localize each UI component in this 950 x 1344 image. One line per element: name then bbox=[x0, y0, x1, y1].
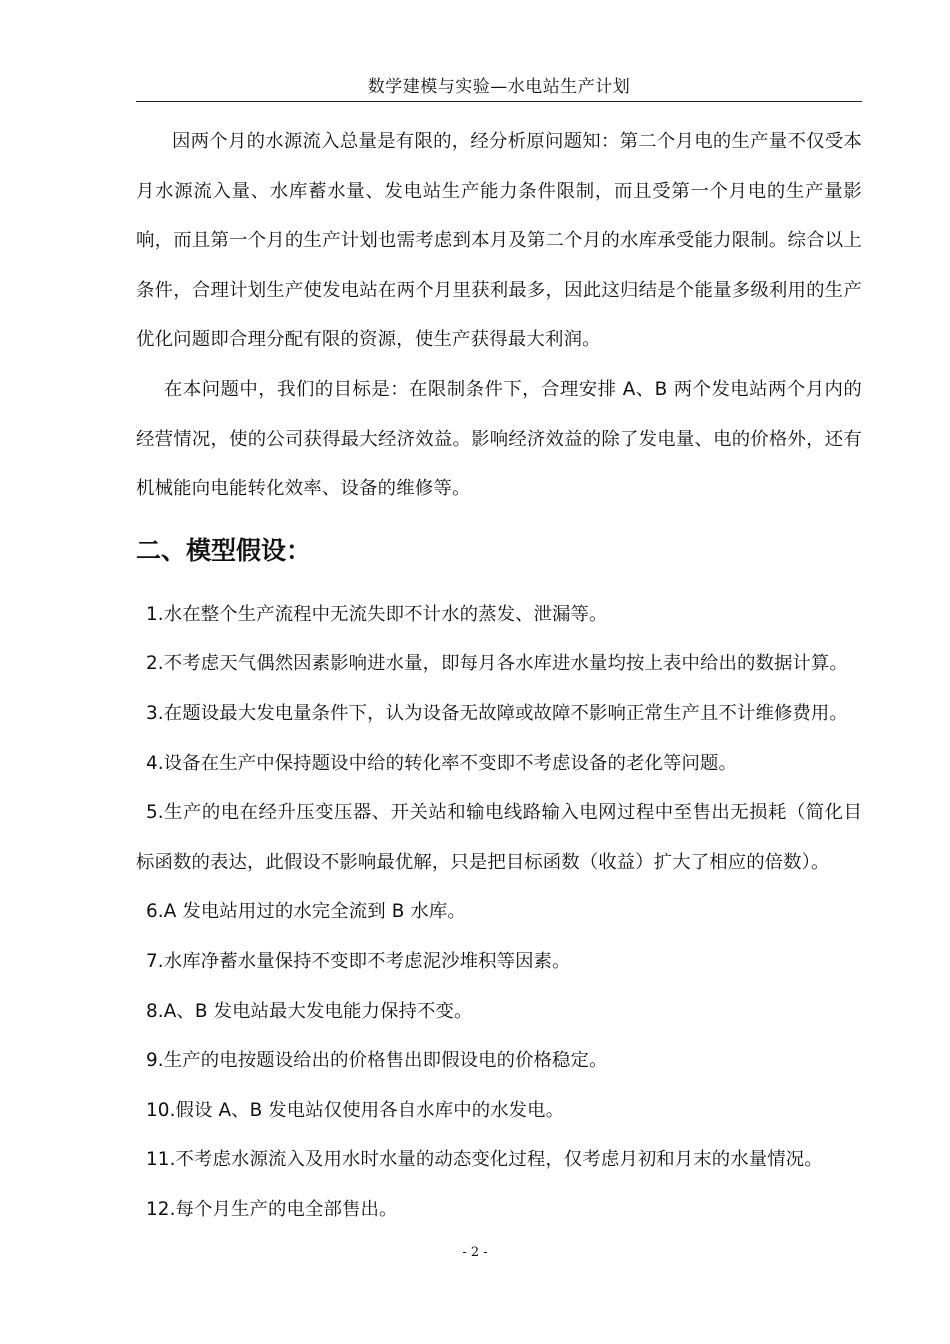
assumption-list bbox=[136, 590, 862, 1235]
running-header-title: 数学建模与实验—水电站生产计划 bbox=[367, 77, 631, 97]
intro-paragraph-2: 在本问题中，我们的目标是：在限制条件下，合理安排 A、B 两个发电站两个月内的经营情况，使的公司获得最大经济效益。影响经济效益的除了发电量、电的价格外，还有机械能向电能转化效率、设备的维修等。 bbox=[136, 378, 862, 500]
section-heading-assumptions: 二、模型假设： bbox=[136, 535, 312, 565]
assumption-item-9: 9.生产的电按题设给出的价格售出即假设电的价格稳定。 bbox=[146, 1050, 608, 1072]
assumption-item-2: 2.不考虑天气偶然因素影响进水量，即每月各水库进水量均按上表中给出的数据计算。 bbox=[146, 653, 848, 675]
assumption-item-1: 1.水在整个生产流程中无流失即不计水的蒸发、泄漏等。 bbox=[146, 603, 608, 625]
assumption-item-11: 11.不考虑水源流入及用水时水量的动态变化过程，仅考虑月初和月末的水量情况。 bbox=[146, 1149, 823, 1171]
assumption-item-4: 4.设备在生产中保持题设中给的转化率不变即不考虑设备的老化等问题。 bbox=[146, 752, 737, 774]
assumption-item-10: 10.假设 A、B 发电站仅使用各自水库中的水发电。 bbox=[146, 1099, 565, 1121]
assumption-item-3: 3.在题设最大发电量条件下，认为设备无故障或故障不影响正常生产且不计维修费用。 bbox=[146, 702, 848, 724]
assumption-item-5: 5.生产的电在经升压变压器、开关站和输电线路输入电网过程中至售出无损耗（简化目标函数的表达，此假设不影响最优解，只是把目标函数（收益）扩大了相应的倍数）。 bbox=[136, 802, 862, 873]
header-divider bbox=[136, 101, 862, 102]
assumption-item-6: 6.A 发电站用过的水完全流到 B 水库。 bbox=[146, 901, 466, 923]
page-body bbox=[136, 117, 862, 1234]
page-number: - 2 - bbox=[462, 1245, 488, 1260]
intro-paragraph-1: 因两个月的水源流入总量是有限的，经分析原问题知：第二个月电的生产量不仅受本月水源流入量、水库蓄水量、发电站生产能力条件限制，而且受第一个月电的生产量影响，而且第一个月的生产计划也需考虑到本月及第二个月的水库承受能力限制。综合以上条件，合理计划生产使发电站在两个月里获利最多，因此这归结是个能量多级利用的生产优化问题即合理分配有限的资源，使生产获得最大利润。 bbox=[136, 131, 862, 351]
assumption-item-12: 12.每个月生产的电全部售出。 bbox=[146, 1198, 398, 1220]
assumption-item-7: 7.水库净蓄水量保持不变即不考虑泥沙堆积等因素。 bbox=[146, 950, 571, 972]
assumption-item-8: 8.A、B 发电站最大发电能力保持不变。 bbox=[146, 1000, 473, 1022]
